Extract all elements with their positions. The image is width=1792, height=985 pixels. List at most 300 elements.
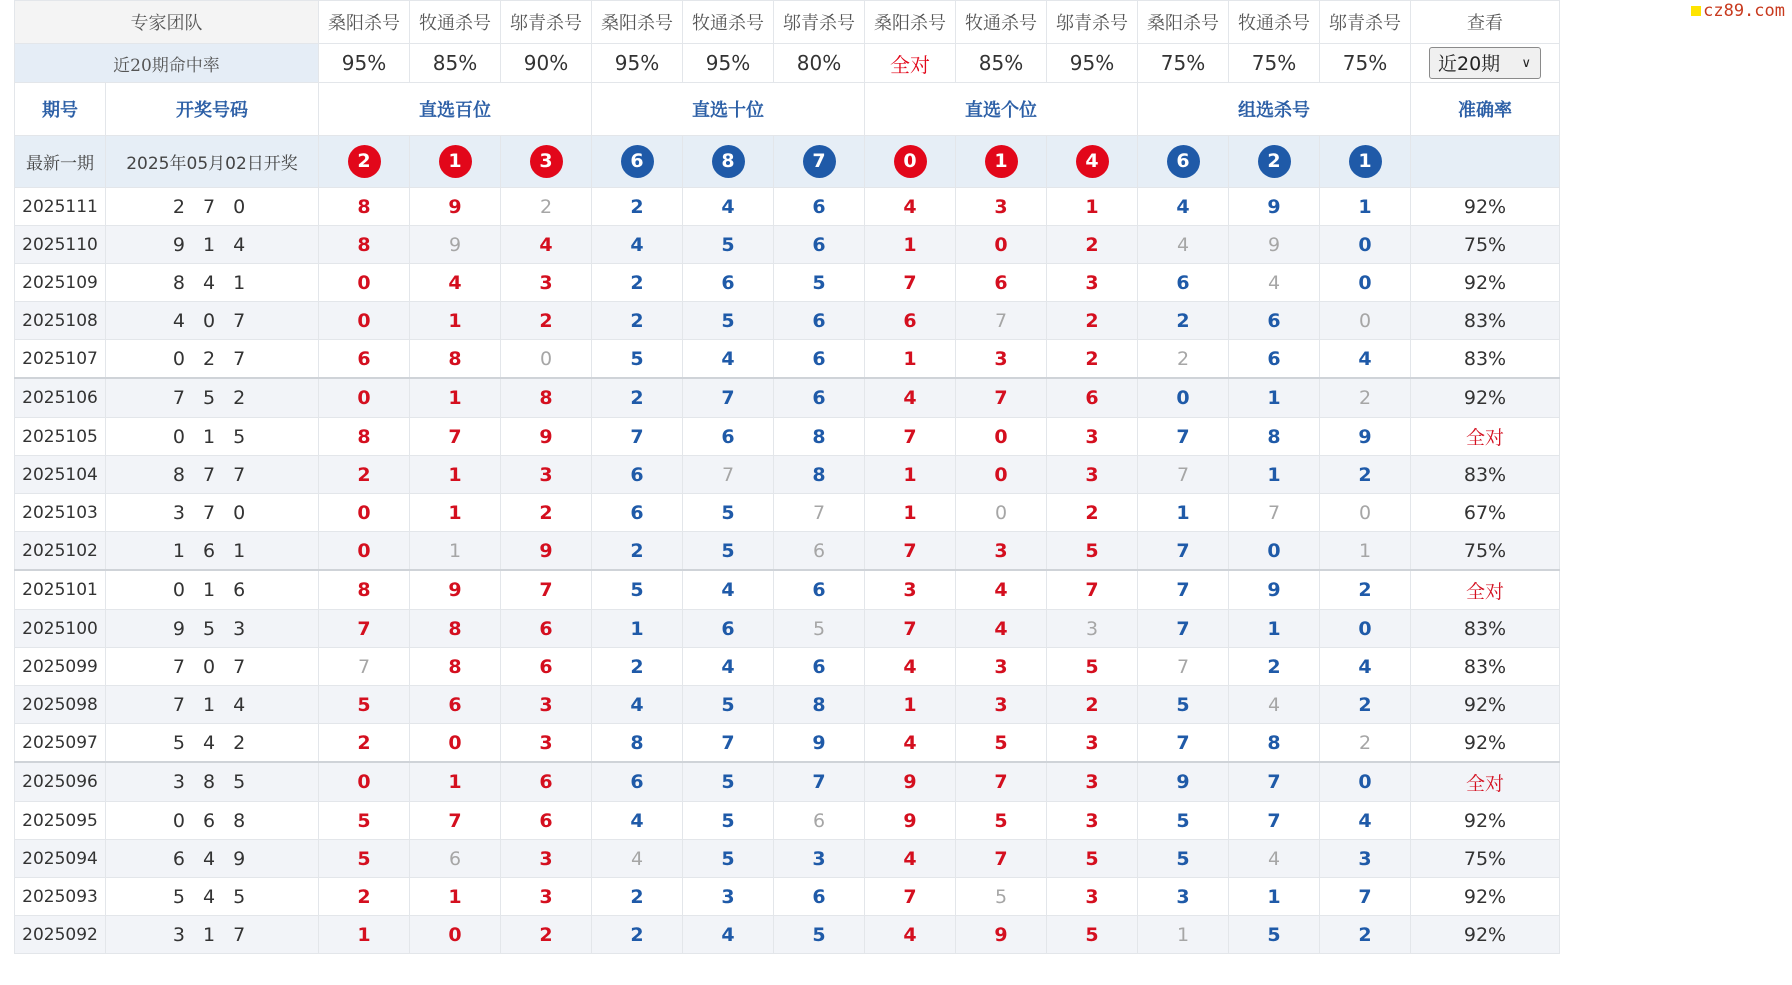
draw-number: 9 5 3	[106, 610, 319, 648]
kill-number: 6	[683, 264, 774, 302]
kill-number: 5	[683, 532, 774, 571]
accuracy-value: 92%	[1411, 264, 1560, 302]
period-select-cell	[1411, 44, 1560, 83]
kill-number: 8	[1229, 724, 1320, 763]
table-row	[15, 302, 1560, 340]
kill-number: 6	[1138, 264, 1229, 302]
kill-number: 4	[1320, 648, 1411, 686]
kill-number: 4	[1320, 802, 1411, 840]
kill-number: 8	[410, 610, 501, 648]
hit-rate-value: 95%	[1047, 44, 1138, 83]
kill-number: 6	[683, 610, 774, 648]
kill-number-miss: 1	[410, 532, 501, 571]
draw-number: 1 6 1	[106, 532, 319, 571]
accuracy-value: 全对	[1411, 418, 1560, 456]
table-row	[15, 418, 1560, 456]
latest-period-row	[15, 136, 1560, 188]
accuracy-value: 92%	[1411, 378, 1560, 418]
kill-number-miss: 7	[1229, 494, 1320, 532]
kill-number: 3	[1047, 878, 1138, 916]
kill-number-miss: 0	[1320, 494, 1411, 532]
kill-number: 1	[410, 302, 501, 340]
kill-number: 1	[410, 762, 501, 802]
kill-number: 0	[319, 378, 410, 418]
kill-number: 8	[774, 418, 865, 456]
kill-number: 3	[1047, 724, 1138, 763]
kill-number: 2	[1138, 302, 1229, 340]
kill-number: 2	[319, 456, 410, 494]
kill-number: 6	[501, 762, 592, 802]
kill-number: 4	[1320, 340, 1411, 379]
kill-number: 6	[774, 570, 865, 610]
kill-number: 3	[1047, 802, 1138, 840]
kill-number: 7	[501, 570, 592, 610]
kill-number: 5	[956, 802, 1047, 840]
kill-number-miss: 9	[410, 226, 501, 264]
kill-number: 5	[319, 802, 410, 840]
kill-number: 5	[1138, 686, 1229, 724]
kill-number: 2	[1047, 686, 1138, 724]
kill-number: 9	[1138, 762, 1229, 802]
kill-number: 6	[774, 302, 865, 340]
table-row	[15, 188, 1560, 226]
kill-number: 2	[1047, 494, 1138, 532]
accuracy-value: 92%	[1411, 724, 1560, 763]
kill-number: 1	[1229, 878, 1320, 916]
table-row	[15, 878, 1560, 916]
table-row	[15, 686, 1560, 724]
kill-number: 5	[1047, 532, 1138, 571]
issue-number: 2025104	[15, 456, 106, 494]
kill-number: 0	[1138, 378, 1229, 418]
kill-number: 4	[592, 686, 683, 724]
kill-number: 8	[410, 340, 501, 379]
hit-rate-value: 85%	[956, 44, 1047, 83]
kill-number: 9	[1229, 570, 1320, 610]
kill-number: 6	[774, 878, 865, 916]
kill-number: 7	[683, 378, 774, 418]
kill-number: 2	[1320, 916, 1411, 954]
hit-rate-value: 95%	[592, 44, 683, 83]
kill-number: 0	[319, 762, 410, 802]
accuracy-value: 75%	[1411, 226, 1560, 264]
kill-number: 7	[1138, 570, 1229, 610]
kill-number: 7	[592, 418, 683, 456]
kill-number: 6	[592, 762, 683, 802]
table-row	[15, 226, 1560, 264]
kill-number: 8	[319, 418, 410, 456]
team-label: 专家团队	[15, 1, 319, 44]
kill-number: 7	[865, 532, 956, 571]
kill-number-miss: 6	[774, 532, 865, 571]
kill-number: 6	[774, 226, 865, 264]
accuracy-value: 92%	[1411, 802, 1560, 840]
position-group-header: 组选杀号	[1138, 83, 1411, 136]
issue-number: 2025109	[15, 264, 106, 302]
table-row	[15, 570, 1560, 610]
expert-name: 邬青杀号	[774, 1, 865, 44]
kill-number: 9	[1229, 188, 1320, 226]
table-row	[15, 762, 1560, 802]
kill-number: 1	[1047, 188, 1138, 226]
issue-number: 2025095	[15, 802, 106, 840]
kill-number-miss: 9	[1229, 226, 1320, 264]
kill-number: 0	[410, 916, 501, 954]
kill-number: 3	[501, 724, 592, 763]
kill-number: 9	[865, 802, 956, 840]
kill-number: 8	[410, 648, 501, 686]
kill-number: 6	[1229, 340, 1320, 379]
kill-number: 3	[1047, 418, 1138, 456]
kill-number: 0	[1320, 610, 1411, 648]
kill-number: 6	[774, 648, 865, 686]
kill-number: 0	[956, 418, 1047, 456]
kill-number: 3	[1138, 878, 1229, 916]
kill-number: 0	[956, 456, 1047, 494]
kill-number: 7	[1229, 802, 1320, 840]
kill-ball: 2	[1258, 145, 1291, 178]
kill-number: 1	[865, 686, 956, 724]
kill-number: 5	[592, 340, 683, 379]
kill-number: 4	[683, 648, 774, 686]
kill-number: 3	[956, 532, 1047, 571]
expert-name: 邬青杀号	[1047, 1, 1138, 44]
kill-number-miss: 5	[956, 878, 1047, 916]
kill-number: 4	[410, 264, 501, 302]
kill-ball: 6	[1167, 145, 1200, 178]
expert-name: 牧通杀号	[683, 1, 774, 44]
kill-number: 7	[1138, 418, 1229, 456]
kill-number: 1	[1229, 610, 1320, 648]
kill-number: 0	[319, 532, 410, 571]
kill-number-miss: 4	[1229, 840, 1320, 878]
draw-number: 7 5 2	[106, 378, 319, 418]
kill-number: 5	[319, 840, 410, 878]
kill-number: 8	[319, 188, 410, 226]
accuracy-value: 92%	[1411, 686, 1560, 724]
kill-number-miss: 5	[774, 610, 865, 648]
expert-name: 牧通杀号	[1229, 1, 1320, 44]
latest-ball-cell	[956, 136, 1047, 188]
kill-number: 1	[410, 494, 501, 532]
issue-number: 2025096	[15, 762, 106, 802]
kill-number-miss: 2	[501, 188, 592, 226]
latest-ball-cell	[1138, 136, 1229, 188]
latest-ball-cell	[410, 136, 501, 188]
draw-number: 0 1 6	[106, 570, 319, 610]
hit-rate-value: 95%	[319, 44, 410, 83]
table-row	[15, 724, 1560, 763]
draw-number: 0 2 7	[106, 340, 319, 379]
draw-number: 7 1 4	[106, 686, 319, 724]
kill-number: 3	[956, 340, 1047, 379]
latest-ball-cell	[683, 136, 774, 188]
kill-number: 7	[1138, 532, 1229, 571]
kill-number: 7	[1138, 610, 1229, 648]
kill-number: 2	[592, 878, 683, 916]
kill-number: 3	[501, 840, 592, 878]
kill-number: 4	[683, 188, 774, 226]
draw-number: 7 0 7	[106, 648, 319, 686]
kill-number-miss: 7	[319, 648, 410, 686]
kill-number: 1	[1229, 378, 1320, 418]
hit-rate-row	[15, 44, 1560, 83]
accuracy-value: 92%	[1411, 878, 1560, 916]
kill-ball: 1	[1349, 145, 1382, 178]
kill-number-miss: 2	[1320, 378, 1411, 418]
kill-number: 5	[1138, 840, 1229, 878]
kill-number: 3	[956, 648, 1047, 686]
kill-number: 4	[956, 610, 1047, 648]
period-select[interactable]	[1429, 47, 1541, 79]
kill-number-miss: 7	[683, 456, 774, 494]
hit-rate-value: 80%	[774, 44, 865, 83]
kill-number-miss: 7	[1138, 456, 1229, 494]
kill-number: 5	[1047, 648, 1138, 686]
kill-number-miss: 1	[1320, 532, 1411, 571]
kill-ball: 2	[348, 145, 381, 178]
kill-number: 6	[501, 648, 592, 686]
kill-number-miss: 0	[1320, 302, 1411, 340]
kill-number: 6	[319, 340, 410, 379]
watermark-text: cz89.com	[1703, 1, 1785, 21]
kill-number: 5	[683, 762, 774, 802]
kill-number: 9	[410, 570, 501, 610]
kill-number: 3	[501, 264, 592, 302]
kill-ball: 3	[530, 145, 563, 178]
period-select-value: 近20期	[1438, 53, 1501, 75]
draw-number: 5 4 5	[106, 878, 319, 916]
kill-number-miss: 1	[1138, 916, 1229, 954]
kill-number: 3	[774, 840, 865, 878]
issue-number: 2025111	[15, 188, 106, 226]
kill-number: 2	[1320, 570, 1411, 610]
latest-ball-cell	[865, 136, 956, 188]
accuracy-value: 92%	[1411, 916, 1560, 954]
issue-number: 2025099	[15, 648, 106, 686]
kill-number: 6	[592, 494, 683, 532]
draw-number: 3 8 5	[106, 762, 319, 802]
kill-number: 2	[501, 494, 592, 532]
kill-number: 0	[956, 226, 1047, 264]
issue-number: 2025100	[15, 610, 106, 648]
draw-number: 0 1 5	[106, 418, 319, 456]
kill-number: 5	[683, 840, 774, 878]
kill-number-miss: 4	[1138, 226, 1229, 264]
kill-number: 1	[1138, 494, 1229, 532]
latest-ball-cell	[319, 136, 410, 188]
kill-number: 7	[865, 610, 956, 648]
kill-number-table	[14, 0, 1560, 954]
latest-accuracy-cell	[1411, 136, 1560, 188]
kill-number-miss: 0	[956, 494, 1047, 532]
kill-ball: 4	[1076, 145, 1109, 178]
position-group-header: 直选个位	[865, 83, 1138, 136]
accuracy-value: 83%	[1411, 340, 1560, 379]
kill-number: 3	[1047, 762, 1138, 802]
kill-number: 8	[319, 226, 410, 264]
column-header-row	[15, 83, 1560, 136]
kill-number: 4	[865, 724, 956, 763]
accuracy-value: 83%	[1411, 302, 1560, 340]
kill-number: 9	[501, 418, 592, 456]
kill-number: 4	[683, 916, 774, 954]
draw-number: 6 4 9	[106, 840, 319, 878]
expert-name: 桑阳杀号	[592, 1, 683, 44]
issue-number: 2025108	[15, 302, 106, 340]
kill-number: 8	[774, 686, 865, 724]
kill-number: 2	[1229, 648, 1320, 686]
kill-number: 9	[774, 724, 865, 763]
hit-rate-value: 75%	[1229, 44, 1320, 83]
draw-number: 0 6 8	[106, 802, 319, 840]
kill-number: 6	[501, 802, 592, 840]
kill-number: 5	[1047, 840, 1138, 878]
expert-name: 桑阳杀号	[319, 1, 410, 44]
kill-number: 7	[865, 418, 956, 456]
kill-number: 7	[865, 878, 956, 916]
draw-number: 9 1 4	[106, 226, 319, 264]
kill-number: 4	[865, 916, 956, 954]
kill-number: 7	[1047, 570, 1138, 610]
kill-number: 7	[774, 762, 865, 802]
kill-number: 3	[865, 570, 956, 610]
kill-ball: 8	[712, 145, 745, 178]
kill-number: 4	[501, 226, 592, 264]
kill-number: 0	[319, 264, 410, 302]
kill-number: 5	[683, 802, 774, 840]
kill-number: 0	[1320, 226, 1411, 264]
table-row	[15, 264, 1560, 302]
table-row	[15, 340, 1560, 379]
kill-number: 1	[592, 610, 683, 648]
kill-number: 7	[410, 418, 501, 456]
table-row	[15, 648, 1560, 686]
kill-number: 2	[592, 264, 683, 302]
kill-number: 1	[865, 226, 956, 264]
kill-number: 8	[592, 724, 683, 763]
latest-period-label: 最新一期	[15, 136, 106, 188]
draw-column-header: 开奖号码	[106, 83, 319, 136]
kill-number: 6	[1229, 302, 1320, 340]
hit-rate-value: 95%	[683, 44, 774, 83]
latest-ball-cell	[774, 136, 865, 188]
kill-number: 9	[501, 532, 592, 571]
latest-ball-cell	[1229, 136, 1320, 188]
table-row	[15, 456, 1560, 494]
kill-number: 0	[410, 724, 501, 763]
chevron-down-icon: ∨	[1521, 56, 1531, 71]
kill-number-miss: 4	[1229, 264, 1320, 302]
expert-name: 桑阳杀号	[865, 1, 956, 44]
accuracy-value: 全对	[1411, 570, 1560, 610]
hit-rate-value: 全对	[865, 44, 956, 83]
kill-number-miss: 6	[410, 840, 501, 878]
table-row	[15, 916, 1560, 954]
kill-number: 2	[1047, 226, 1138, 264]
kill-number: 2	[592, 532, 683, 571]
table-row	[15, 610, 1560, 648]
accuracy-value: 75%	[1411, 532, 1560, 571]
kill-number: 1	[319, 916, 410, 954]
issue-number: 2025106	[15, 378, 106, 418]
kill-number: 2	[1047, 340, 1138, 379]
kill-number: 2	[1320, 686, 1411, 724]
kill-number: 6	[592, 456, 683, 494]
kill-number: 5	[774, 264, 865, 302]
hit-rate-value: 75%	[1320, 44, 1411, 83]
kill-number: 4	[956, 570, 1047, 610]
kill-number: 6	[865, 302, 956, 340]
issue-number: 2025093	[15, 878, 106, 916]
draw-number: 5 4 2	[106, 724, 319, 763]
kill-number-table-wrapper	[14, 0, 1560, 954]
kill-number: 0	[319, 302, 410, 340]
kill-number: 5	[592, 570, 683, 610]
kill-ball: 1	[439, 145, 472, 178]
kill-number-miss: 3	[1047, 610, 1138, 648]
kill-number: 5	[683, 302, 774, 340]
kill-number: 7	[683, 724, 774, 763]
kill-number: 6	[501, 610, 592, 648]
accuracy-value: 83%	[1411, 456, 1560, 494]
issue-number: 2025103	[15, 494, 106, 532]
accuracy-value: 全对	[1411, 762, 1560, 802]
accuracy-value: 67%	[1411, 494, 1560, 532]
kill-number: 2	[1047, 302, 1138, 340]
kill-number: 3	[501, 456, 592, 494]
accuracy-value: 83%	[1411, 610, 1560, 648]
kill-number: 0	[319, 494, 410, 532]
kill-number: 2	[592, 916, 683, 954]
kill-number: 4	[865, 648, 956, 686]
latest-ball-cell	[1047, 136, 1138, 188]
table-row	[15, 840, 1560, 878]
latest-draw-date: 2025年05月02日开奖	[106, 136, 319, 188]
kill-number-miss: 2	[1138, 340, 1229, 379]
kill-number: 5	[683, 686, 774, 724]
issue-number: 2025110	[15, 226, 106, 264]
kill-number: 2	[592, 648, 683, 686]
kill-number: 7	[410, 802, 501, 840]
kill-ball: 1	[985, 145, 1018, 178]
kill-number: 3	[1320, 840, 1411, 878]
kill-number: 7	[1320, 878, 1411, 916]
accuracy-value: 83%	[1411, 648, 1560, 686]
kill-number: 6	[683, 418, 774, 456]
kill-number: 6	[774, 340, 865, 379]
issue-number: 2025098	[15, 686, 106, 724]
kill-ball: 7	[803, 145, 836, 178]
table-row	[15, 494, 1560, 532]
kill-number: 5	[956, 724, 1047, 763]
kill-number: 1	[410, 456, 501, 494]
kill-number: 7	[1229, 762, 1320, 802]
kill-number: 8	[319, 570, 410, 610]
table-row	[15, 532, 1560, 571]
kill-number: 0	[1229, 532, 1320, 571]
kill-number: 7	[1138, 724, 1229, 763]
hit-rate-value: 75%	[1138, 44, 1229, 83]
kill-number: 1	[410, 378, 501, 418]
kill-number: 4	[592, 226, 683, 264]
kill-number: 7	[865, 264, 956, 302]
draw-number: 8 7 7	[106, 456, 319, 494]
kill-number: 7	[956, 840, 1047, 878]
kill-number: 4	[683, 570, 774, 610]
expert-name: 牧通杀号	[410, 1, 501, 44]
hit-rate-value: 90%	[501, 44, 592, 83]
